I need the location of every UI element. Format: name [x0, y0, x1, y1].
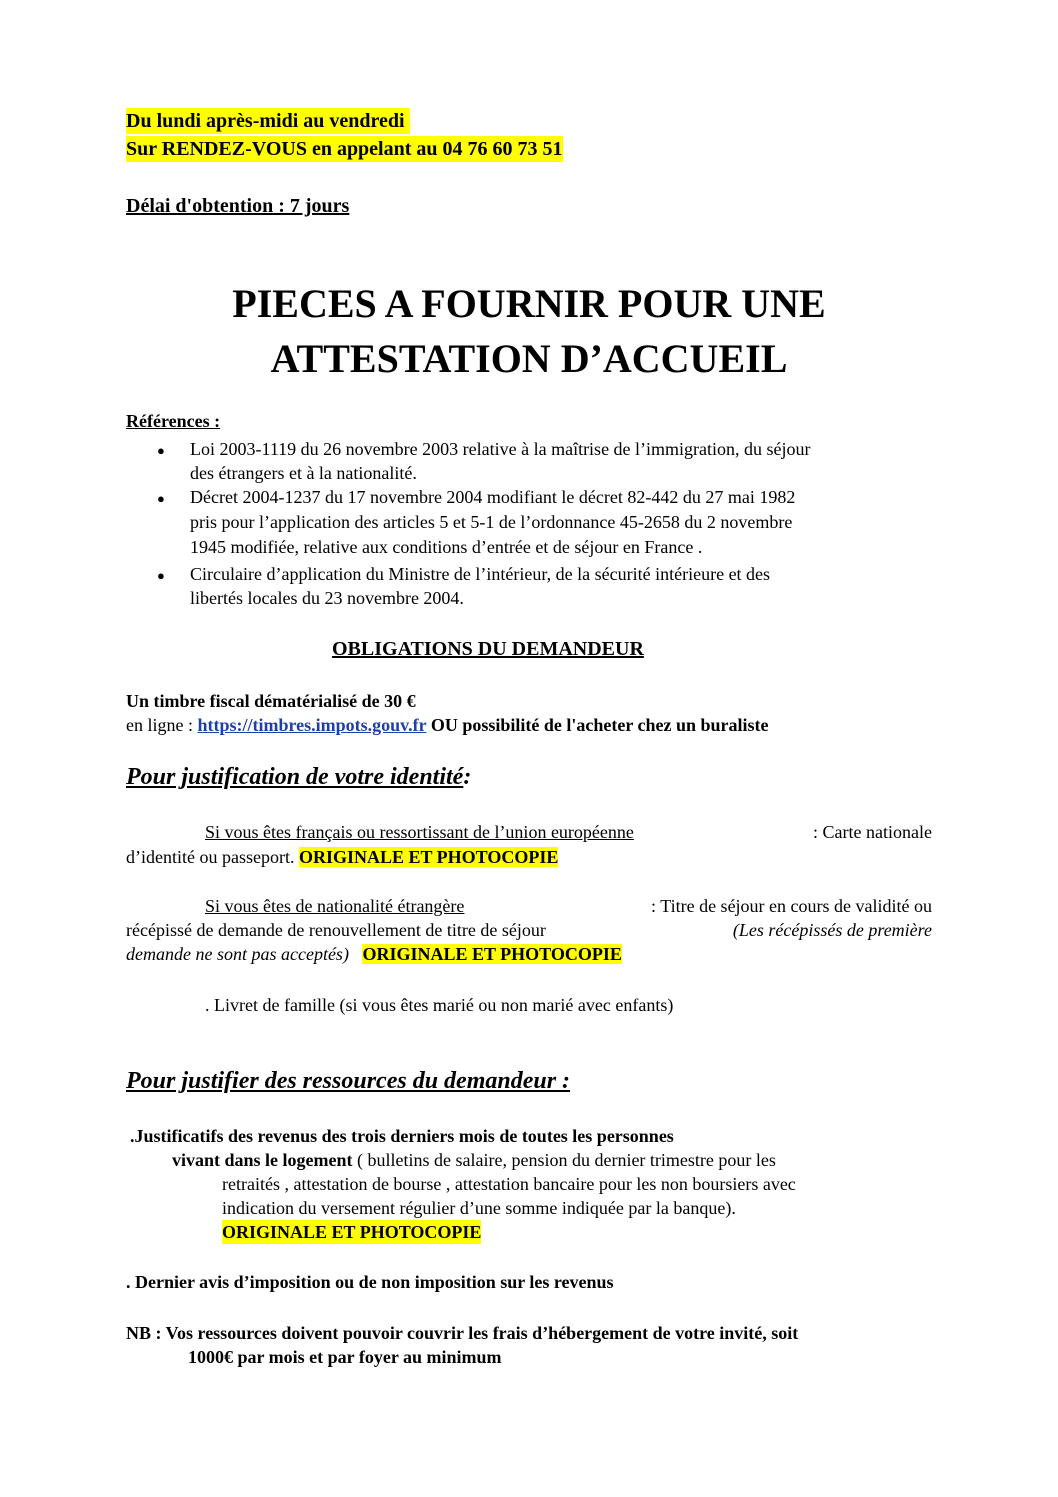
page-title-line1: PIECES A FOURNIR POUR UNE [232, 281, 826, 326]
hours-line: Du lundi après-midi au vendredi [126, 108, 410, 134]
foreign-line2: récépissé de demande de renouvellement de titre de séjour (Les récépissés de première [126, 920, 932, 940]
delay-line: Délai d'obtention : 7 jours [126, 195, 350, 217]
online-prefix: en ligne : [126, 715, 198, 735]
foreign-label: Si vous êtes de nationalité étrangère [205, 896, 465, 916]
bullet-icon: ● [157, 491, 165, 506]
reference-text: 1945 modifiée, relative aux conditions d’entrée et de séjour en France . [190, 537, 703, 557]
french-label: Si vous êtes français ou ressortissant de l’union européenne [205, 822, 634, 842]
timbres-link[interactable]: https://timbres.impots.gouv.fr [197, 715, 427, 735]
income-line2: vivant dans le logement ( bulletins de salaire, pension du dernier trimestre pour les [172, 1150, 776, 1170]
references-heading: Références : [126, 411, 221, 431]
bullet-icon: ● [157, 568, 165, 583]
stamp-line: Un timbre fiscal dématérialisé de 30 € [126, 691, 416, 711]
original-copy-badge: ORIGINALE ET PHOTOCOPIE [362, 944, 622, 964]
family-book-line: . Livret de famille (si vous êtes marié ou non marié avec enfants) [205, 995, 674, 1015]
reference-text: Loi 2003-1119 du 26 novembre 2003 relative à la maîtrise de l’immigration, du séjour [190, 439, 811, 459]
foreign-line1 [205, 894, 932, 918]
identity-heading: Pour justification de votre identité: [126, 764, 472, 790]
resources-heading: Pour justifier des ressources du demandeur : [126, 1068, 571, 1094]
reference-text: pris pour l’application des articles 5 et 5-1 de l’ordonnance 45-2658 du 2 novembre [190, 512, 793, 532]
reference-text: libertés locales du 23 novembre 2004. [190, 588, 464, 608]
income-line3: retraités , attestation de bourse , attestation bancaire pour les non boursiers avec [222, 1174, 796, 1194]
french-line1 [205, 820, 932, 844]
online-line [126, 713, 769, 737]
original-copy-badge: ORIGINALE ET PHOTOCOPIE [298, 847, 559, 867]
original-copy-badge: ORIGINALE ET PHOTOCOPIE [222, 1222, 482, 1242]
appointment-line: Sur RENDEZ-VOUS en appelant au 04 76 60 73 51 [126, 138, 563, 160]
bullet-icon: ● [157, 443, 165, 458]
reference-text: des étrangers et à la nationalité. [190, 463, 417, 483]
nb-line1: NB : Vos ressources doivent pouvoir couvrir les frais d’hébergement de votre invité, soit [126, 1323, 799, 1343]
reference-text: Décret 2004-1237 du 17 novembre 2004 modifiant le décret 82-442 du 27 mai 1982 [190, 487, 796, 507]
online-suffix: OU possibilité de l'acheter chez un buraliste [426, 715, 769, 735]
nb-line2: 1000€ par mois et par foyer au minimum [188, 1347, 502, 1367]
french-line2: d’identité ou passeport. ORIGINALE ET PHOTOCOPIE [126, 847, 559, 867]
french-text: : Carte nationale [813, 822, 932, 842]
foreign-line3: demande ne sont pas acceptés) ORIGINALE ET PHOTOCOPIE [126, 944, 622, 964]
income-line1: .Justificatifs des revenus des trois derniers mois de toutes les personnes [130, 1126, 674, 1146]
tax-notice-line: . Dernier avis d’imposition ou de non imposition sur les revenus [126, 1272, 614, 1292]
reference-text: Circulaire d’application du Ministre de l’intérieur, de la sécurité intérieure et des [190, 564, 771, 584]
page-title-line2: ATTESTATION D’ACCUEIL [270, 336, 788, 381]
income-line4: indication du versement régulier d’une somme indiquée par la banque). [222, 1198, 736, 1218]
foreign-text: : Titre de séjour en cours de validité ou [651, 896, 932, 916]
obligations-heading: OBLIGATIONS DU DEMANDEUR [332, 638, 644, 660]
